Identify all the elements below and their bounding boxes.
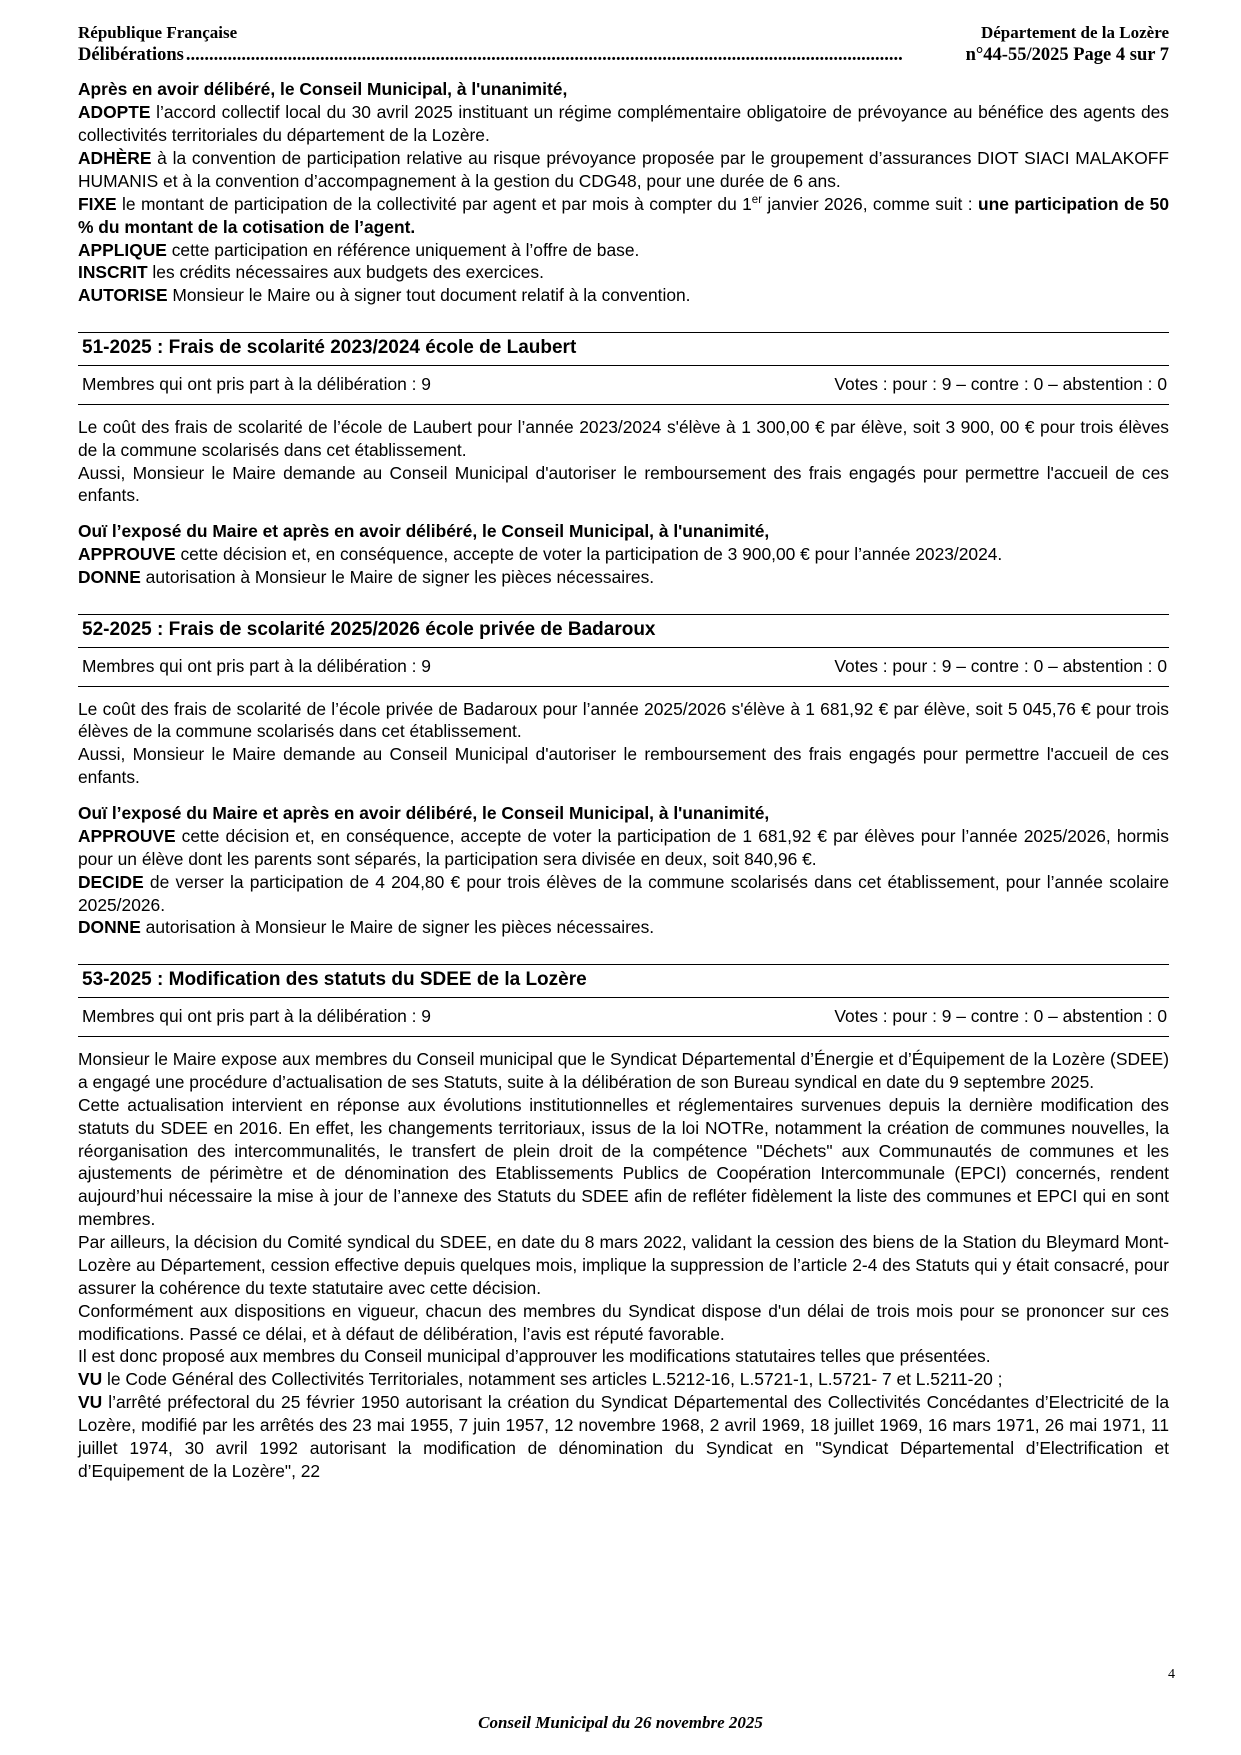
donne-paragraph xyxy=(78,566,1169,589)
intro-adopte-paragraph xyxy=(78,101,1169,147)
section-title: 52-2025 : Frais de scolarité 2025/2026 école privée de Badaroux xyxy=(78,614,1169,648)
members-count: Membres qui ont pris part à la délibération : 9 xyxy=(82,373,431,394)
section-paragraph-2: Aussi, Monsieur le Maire demande au Conseil Municipal d'autoriser le remboursement des frais engagés pour permettre l'accueil de ces enfants. xyxy=(78,744,1169,788)
section-votes-row xyxy=(78,366,1169,405)
fixe-text-a: le montant de participation de la collectivité par agent et par mois à compter du 1 xyxy=(116,193,752,214)
members-count: Membres qui ont pris part à la délibération : 9 xyxy=(82,655,431,676)
section-51-2025 xyxy=(78,332,1169,589)
votes-tally: Votes : pour : 9 – contre : 0 – abstention : 0 xyxy=(834,1006,1167,1027)
donne-paragraph xyxy=(78,916,1169,939)
document-header-bottom xyxy=(78,44,1169,67)
approuve-text: cette décision et, en conséquence, accepte de voter la participation de 3 900,00 € pour l’année 2023/2024. xyxy=(175,544,1003,565)
section-paragraph-1: Monsieur le Maire expose aux membres du Conseil municipal que le Syndicat Départemental d’Énergie et d’Équipement de la Lozère (SDEE) a engagé une procédure d’actualisation de ses Statuts, suite à la délibération de son Bureau syndical en date du 9 septembre 2025. xyxy=(78,1049,1169,1092)
header-deliberations-label: Délibérations xyxy=(78,45,184,66)
intro-applique-paragraph xyxy=(78,239,1169,262)
section-paragraph-3: Par ailleurs, la décision du Comité syndical du SDEE, en date du 8 mars 2022, validant la cession des biens de la Station du Bleymard Mont-Lozère au Département, cession effective depuis quelques mois, implique la suppression de l’article 2-4 des Statuts qui y était consacré, pour assurer la cohérence du texte statutaire avec cette décision. xyxy=(78,1232,1169,1298)
fixe-participation-bold: une participation de 50 % du montant de la cotisation de l’agent. xyxy=(78,193,1169,237)
applique-label: APPLIQUE xyxy=(78,239,167,260)
document-footer: Conseil Municipal du 26 novembre 2025 xyxy=(478,1713,763,1732)
donne-text: autorisation à Monsieur le Maire de signer les pièces nécessaires. xyxy=(140,567,655,588)
section-paragraph-1: Le coût des frais de scolarité de l’école privée de Badaroux pour l’année 2025/2026 s'élève à 1 681,92 € par élève, soit 5 045,76 € pour trois élèves de la commune scolarisés dans cet établissement. xyxy=(78,698,1169,742)
header-reference-and-page: n°44-55/2025 Page 4 sur 7 xyxy=(965,45,1169,66)
vu-paragraph-1 xyxy=(78,1368,1169,1391)
section-paragraph-4: Conformément aux dispositions en vigueur, chacun des membres du Syndicat dispose d'un délai de trois mois pour se prononcer sur ces modifications. Passé ce délai, et à défaut de délibération, l’avis est réputé favorable. xyxy=(78,1300,1169,1344)
section-paragraph-2: Cette actualisation intervient en réponse aux évolutions institutionnelles et réglementaires survenues depuis la dernière modification des statuts du SDEE en 2016. En effet, les changements territoriaux, issus de la loi NOTRe, notamment la création de communes nouvelles, la réorganisation des intercommunalités, le transfert de plein droit de la compétence "Déchets" aux Communautés de communes et les ajustements de périmètre et de dénomination des Etablissements Publics de Coopération Intercommunale (EPCI) concernés, rendent aujourd’hui nécessaire la mise à jour de l’annexe des Statuts du SDEE afin de refléter fidèlement la liste des communes et EPCI qui en sont membres. xyxy=(78,1094,1169,1230)
header-republic-label: République Française xyxy=(78,23,238,42)
inscrit-label: INSCRIT xyxy=(78,262,148,283)
section-52-2025 xyxy=(78,614,1169,939)
section-title: 53-2025 : Modification des statuts du SDEE de la Lozère xyxy=(78,964,1169,998)
intro-adhere-paragraph xyxy=(78,147,1169,193)
intro-inscrit-paragraph xyxy=(78,261,1169,284)
intro-deliberation-line: Après en avoir délibéré, le Conseil Municipal, à l'unanimité, xyxy=(78,79,568,100)
approuve-label: APPROUVE xyxy=(78,544,176,565)
vu1-label: VU xyxy=(78,1369,103,1390)
header-dot-leader: ........................................................................................................................................................... xyxy=(185,45,903,66)
votes-tally: Votes : pour : 9 – contre : 0 – abstention : 0 xyxy=(834,655,1167,676)
inscrit-text: les crédits nécessaires aux budgets des exercices. xyxy=(147,262,544,283)
paragraph-spacer xyxy=(78,789,1169,802)
section-body xyxy=(78,698,1169,940)
page-number-corner: 4 xyxy=(1168,1667,1175,1682)
section-title: 51-2025 : Frais de scolarité 2023/2024 école de Laubert xyxy=(78,332,1169,366)
adhere-text: à la convention de participation relative au risque prévoyance proposée par le groupement d’assurances DIOT SIACI MALAKOFF HUMANIS et à la convention d’accompagnement à la gestion du CDG48, pour une durée de 6 ans. xyxy=(78,148,1169,191)
intro-fixe-paragraph xyxy=(78,193,1169,239)
vu-paragraph-2 xyxy=(78,1391,1169,1483)
donne-label: DONNE xyxy=(78,567,141,588)
intro-autorise-paragraph xyxy=(78,284,1169,307)
decision-heading: Ouï l’exposé du Maire et après en avoir délibéré, le Conseil Municipal, à l'unanimité, xyxy=(78,521,770,542)
section-53-2025 xyxy=(78,964,1169,1482)
decide-paragraph xyxy=(78,871,1169,917)
votes-tally: Votes : pour : 9 – contre : 0 – abstention : 0 xyxy=(834,373,1167,394)
header-department-label: Département de la Lozère xyxy=(980,23,1169,42)
donne-label: DONNE xyxy=(78,917,141,938)
fixe-ordinal-superscript: er xyxy=(751,193,763,206)
applique-text: cette participation en référence uniquement à l’offre de base. xyxy=(166,239,640,260)
vu1-text: le Code Général des Collectivités Territoriales, notamment ses articles L.5212-16, L.5721-1, L.5721- 7 et L.5211-20 ; xyxy=(102,1369,1003,1390)
section-votes-row xyxy=(78,648,1169,687)
approuve-text: cette décision et, en conséquence, accepte de voter la participation de 1 681,92 € par élèves pour l’année 2025/2026, hormis pour un élève dont les parents sont séparés, la participation sera divisée en deux, soit 840,96 €. xyxy=(78,825,1169,869)
fixe-text-b: janvier 2026, comme suit : xyxy=(762,193,978,214)
donne-text: autorisation à Monsieur le Maire de signer les pièces nécessaires. xyxy=(140,917,655,938)
section-body xyxy=(78,416,1169,589)
section-paragraph-2: Aussi, Monsieur le Maire demande au Conseil Municipal d'autoriser le remboursement des frais engagés pour permettre l'accueil de ces enfants. xyxy=(78,462,1169,506)
adhere-label: ADHÈRE xyxy=(78,148,152,168)
approuve-paragraph xyxy=(78,543,1169,566)
autorise-text: Monsieur le Maire ou à signer tout document relatif à la convention. xyxy=(167,285,691,306)
members-count: Membres qui ont pris part à la délibération : 9 xyxy=(82,1006,431,1027)
fixe-label: FIXE xyxy=(78,193,117,214)
section-paragraph-1: Le coût des frais de scolarité de l’école de Laubert pour l’année 2023/2024 s'élève à 1 300,00 € par élève, soit 3 900, 00 € pour trois élèves de la commune scolarisés dans cet établissement. xyxy=(78,416,1169,460)
vu2-label: VU xyxy=(78,1392,103,1413)
section-paragraph-5: Il est donc proposé aux membres du Conseil municipal d’approuver les modifications statutaires telles que présentées. xyxy=(78,1346,991,1367)
paragraph-spacer xyxy=(78,507,1169,520)
approuve-label: APPROUVE xyxy=(78,825,176,846)
document-header-top xyxy=(78,22,1169,43)
section-body xyxy=(78,1048,1169,1483)
autorise-label: AUTORISE xyxy=(78,285,168,306)
approuve-paragraph xyxy=(78,825,1169,871)
decide-text: de verser la participation de 4 204,80 € pour trois élèves de la commune scolarisés dans cet établissement, pour l’année scolaire 2025/2026. xyxy=(78,871,1169,915)
adopte-label: ADOPTE xyxy=(78,102,151,123)
section-votes-row xyxy=(78,998,1169,1037)
vu2-text: l’arrêté préfectoral du 25 février 1950 autorisant la création du Syndicat Départemental des Collectivités Concédantes d’Electricité de la Lozère, modifié par les arrêtés des 23 mai 1955, 7 juin 1957, 12 novembre 1968, 2 avril 1969, 18 juillet 1969, 16 mars 1971, 26 mai 1971, 11 juillet 1974, 30 avril 1992 autorisant la modification de dénomination du Syndicat en "Syndicat Départemental d’Electrification et d’Equipement de la Lozère", 22 xyxy=(78,1392,1169,1481)
adopte-text: l’accord collectif local du 30 avril 2025 instituant un régime complémentaire obligatoire de prévoyance au bénéfice des agents des collectivités territoriales du département de la Lozère. xyxy=(78,102,1169,146)
decide-label: DECIDE xyxy=(78,871,144,892)
decision-heading: Ouï l’exposé du Maire et après en avoir délibéré, le Conseil Municipal, à l'unanimité, xyxy=(78,803,770,824)
